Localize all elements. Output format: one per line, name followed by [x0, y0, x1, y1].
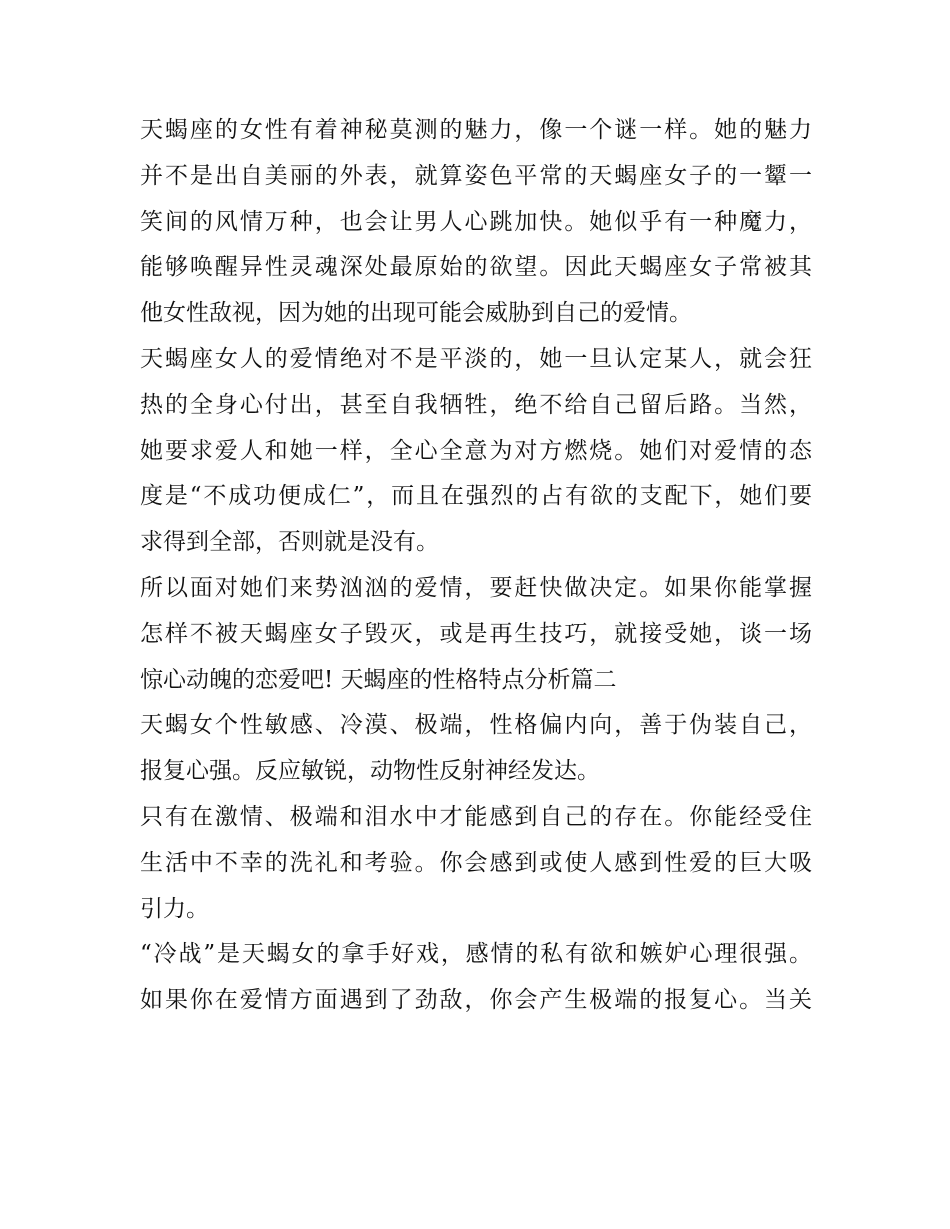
text-line: 天蝎座女人的爱情绝对不是平淡的，她一旦认定某人，就会狂 [140, 345, 812, 372]
paragraph-2 [140, 337, 812, 566]
text-line: 笑间的风情万种，也会让男人心跳加快。她似乎有一种魔力， [140, 208, 812, 235]
text-line: 天蝎座的女性有着神秘莫测的魅力，像一个谜一样。她的魅力 [140, 117, 812, 143]
text-line: 求得到全部，否则就是没有。 [140, 529, 439, 556]
text-line: 他女性敌视，因为她的出现可能会威胁到自己的爱情。 [140, 300, 692, 327]
paragraph-6 [140, 932, 812, 1024]
text-line: 引力。 [140, 895, 209, 922]
text-line: 热的全身心付出，甚至自我牺牲，绝不给自己留后路。当然， [140, 391, 812, 418]
text-line: 惊心动魄的恋爱吧! 天蝎座的性格特点分析篇二 [140, 666, 617, 693]
text-line: 如果你在爱情方面遇到了劲敌，你会产生极端的报复心。当关 [140, 987, 812, 1014]
document-body [140, 108, 812, 1024]
text-line: 生活中不幸的洗礼和考验。你会感到或使人感到性爱的巨大吸 [140, 849, 812, 876]
paragraph-4 [140, 703, 812, 795]
text-line: 天蝎女个性敏感、冷漠、极端，性格偏内向，善于伪装自己， [140, 712, 812, 739]
text-line: “冷战”是天蝎女的拿手好戏，感情的私有欲和嫉妒心理很强。 [140, 941, 812, 968]
text-line: 能够唤醒异性灵魂深处最原始的欲望。因此天蝎座女子常被其 [140, 254, 812, 281]
text-line: 报复心强。反应敏锐，动物性反射神经发达。 [140, 758, 600, 785]
text-line: 只有在激情、极端和泪水中才能感到自己的存在。你能经受住 [140, 803, 812, 830]
text-line: 度是“不成功便成仁”，而且在强烈的占有欲的支配下，她们要 [140, 483, 812, 510]
text-line: 并不是出自美丽的外表，就算姿色平常的天蝎座女子的一颦一 [140, 162, 812, 189]
text-line: 所以面对她们来势汹汹的爱情，要赶快做决定。如果你能掌握 [140, 574, 812, 601]
paragraph-3 [140, 566, 812, 703]
text-line: 她要求爱人和她一样，全心全意为对方燃烧。她们对爱情的态 [140, 437, 812, 464]
paragraph-5 [140, 795, 812, 932]
text-line: 怎样不被天蝎座女子毁灭，或是再生技巧，就接受她，谈一场 [140, 620, 812, 647]
paragraph-1 [140, 108, 812, 337]
